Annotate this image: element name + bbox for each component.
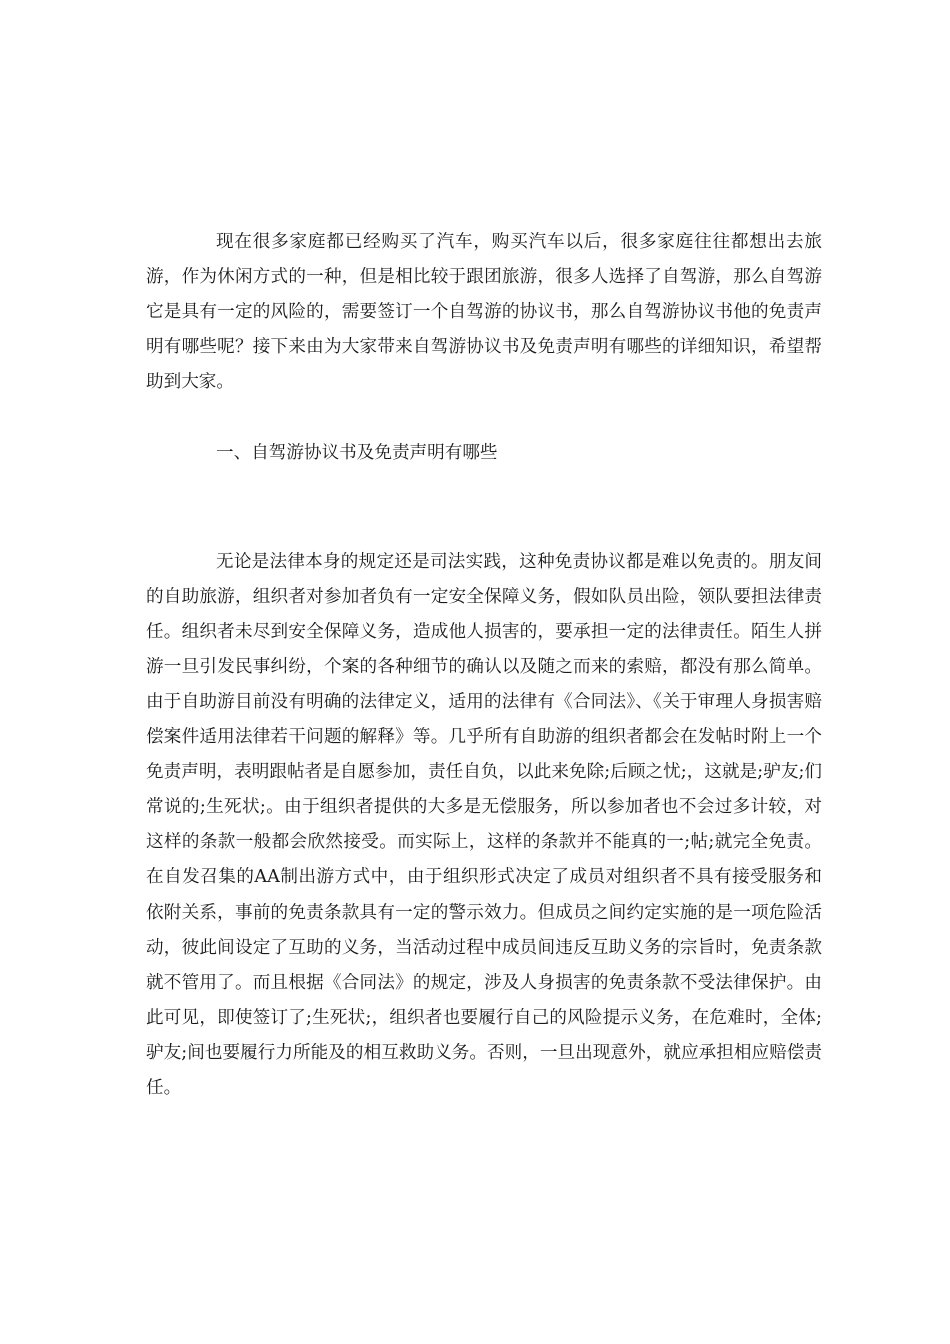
document-page bbox=[146, 225, 822, 1106]
body-paragraph: 无论是法律本身的规定还是司法实践，这种免责协议都是难以免责的。朋友间的自助旅游，组织者对参加者负有一定安全保障义务，假如队员出险，领队要担法律责任。组织者未尽到安全保障义务，造成他人损害的，要承担一定的法律责任。陌生人拼游一旦引发民事纠纷，个案的各种细节的确认以及随之而来的索赔，都没有那么简单。由于自助游目前没有明确的法律定义，适用的法律有《合同法》、《关于审理人身损害赔偿案件适用法律若干问题的解释》等。几乎所有自助游的组织者都会在发帖时附上一个免责声明，表明跟帖者是自愿参加，责任自负，以此来免除;后顾之忧;，这就是;驴友;们常说的;生死状;。由于组织者提供的大多是无偿服务，所以参加者也不会过多计较，对这样的条款一般都会欣然接受。而实际上，这样的条款并不能真的一;帖;就完全免责。在自发召集的AA制出游方式中，由于组织形式决定了成员对组织者不具有接受服务和依附关系，事前的免责条款具有一定的警示效力。但成员之间约定实施的是一项危险活动，彼此间设定了互助的义务，当活动过程中成员间违反互助义务的宗旨时，免责条款就不管用了。而且根据《合同法》的规定，涉及人身损害的免责条款不受法律保护。由此可见，即使签订了;生死状;，组织者也要履行自己的风险提示义务，在危难时，全体;驴友;间也要履行力所能及的相互救助义务。否则，一旦出现意外，就应承担相应赔偿责任。 bbox=[146, 551, 822, 1098]
section-heading: 一、自驾游协议书及免责声明有哪些 bbox=[216, 443, 498, 464]
intro-paragraph: 现在很多家庭都已经购买了汽车，购买汽车以后，很多家庭往往都想出去旅游，作为休闲方式的一种，但是相比较于跟团旅游，很多人选择了自驾游，那么自驾游它是具有一定的风险的，需要签订一个自驾游的协议书，那么自驾游协议书他的免责声明有哪些呢？接下来由为大家带来自驾游协议书及免责声明有哪些的详细知识，希望帮助到大家。 bbox=[146, 232, 822, 393]
